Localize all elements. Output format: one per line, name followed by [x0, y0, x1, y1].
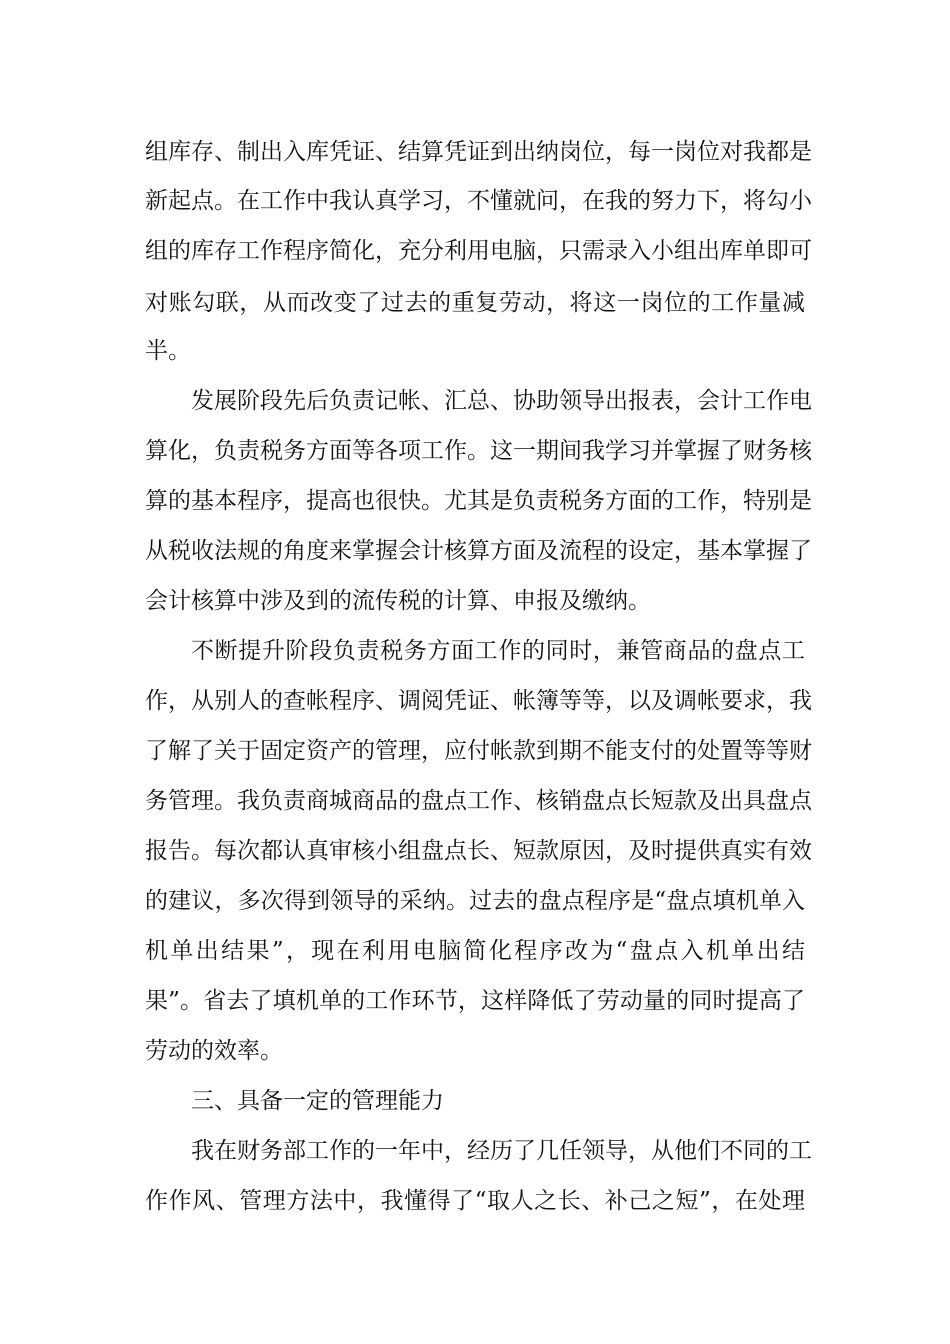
text-line: 作，从别人的查帐程序、调阅凭证、帐簿等等，以及调帐要求，我	[145, 688, 812, 714]
text-line: 组的库存工作程序简化，充分利用电脑，只需录入小组出库单即可	[145, 238, 812, 264]
text-line: 半。	[145, 338, 191, 364]
text-line: 算的基本程序，提高也很快。尤其是负责税务方面的工作，特别是	[145, 488, 812, 514]
text-line: 劳动的效率。	[145, 1038, 283, 1064]
text-line: 新起点。在工作中我认真学习，不懂就问，在我的努力下，将勾小	[145, 188, 812, 214]
text-line: 算化，负责税务方面等各项工作。这一期间我学习并掌握了财务核	[145, 438, 812, 464]
text-line: 作作风、管理方法中，我懂得了“取人之长、补己之短”，在处理	[145, 1188, 805, 1214]
text-line: 了解了关于固定资产的管理，应付帐款到期不能支付的处置等等财	[145, 738, 812, 764]
text-line: 务管理。我负责商城商品的盘点工作、核销盘点长短款及出具盘点	[145, 788, 812, 814]
text-line: 从税收法规的角度来掌握会计核算方面及流程的设定，基本掌握了	[145, 538, 812, 564]
text-line: 组库存、制出入库凭证、结算凭证到出纳岗位，每一岗位对我都是	[145, 139, 812, 165]
text-line: 对账勾联，从而改变了过去的重复劳动，将这一岗位的工作量减	[145, 290, 805, 316]
text-line: 的建议，多次得到领导的采纳。过去的盘点程序是“盘点填机单入	[145, 888, 805, 914]
text-line: 会计核算中涉及到的流传税的计算、申报及缴纳。	[145, 588, 651, 614]
paragraph-first-line: 发展阶段先后负责记帐、汇总、协助领导出报表，会计工作电	[191, 388, 812, 414]
section-heading: 三、具备一定的管理能力	[191, 1088, 444, 1114]
paragraph-first-line: 我在财务部工作的一年中，经历了几任领导，从他们不同的工	[191, 1138, 812, 1164]
text-line: 机单出结果”，现在利用电脑简化程序改为“盘点入机单出结	[145, 938, 805, 964]
text-line: 果”。省去了填机单的工作环节，这样降低了劳动量的同时提高了	[145, 988, 805, 1014]
paragraph-first-line: 不断提升阶段负责税务方面工作的同时，兼管商品的盘点工	[191, 638, 805, 664]
text-line: 报告。每次都认真审核小组盘点长、短款原因，及时提供真实有效	[145, 838, 812, 864]
